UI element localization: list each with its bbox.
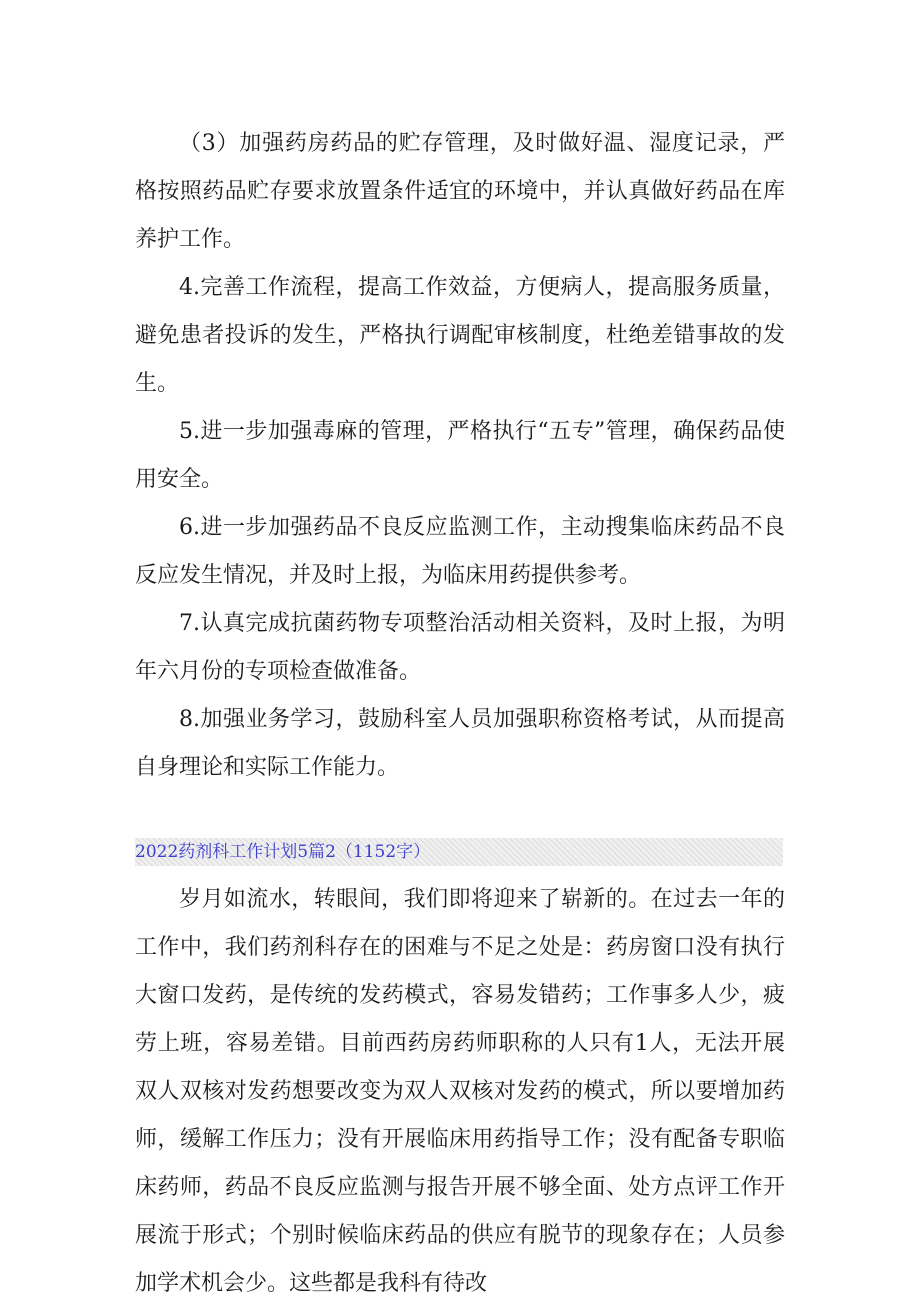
paragraph-item-6-adverse-reaction: 6.进一步加强药品不良反应监测工作，主动搜集临床药品不良反应发生情况，并及时上报，为临床用药提供参考。: [135, 515, 785, 588]
paragraph-intro: 岁月如流水，转眼间，我们即将迎来了崭新的。在过去一年的工作中，我们药剂科存在的困难与不足之处是：药房窗口没有执行大窗口发药，是传统的发药模式，容易发错药；工作事多人少，疲劳上班，容易差错。目前西药房药师职称的人只有1人，无法开展双人双核对发药想要改变为双人双核对发药的模式，所以要增加药师，缓解工作压力；没有开展临床用药指导工作；没有配备专职临床药师，药品不良反应监测与报告开展不够全面、处方点评工作开展流于形式；个别时候临床药品的供应有脱节的现象存在；人员参加学术机会少。这些都是我科有待改: [135, 887, 785, 1296]
section-heading: 2022药剂科工作计划5篇2（1152字）: [135, 842, 431, 862]
paragraph-item-3-storage: （3）加强药房药品的贮存管理，及时做好温、湿度记录，严格按照药品贮存要求放置条件适宜的环境中，并认真做好药品在库养护工作。: [135, 131, 785, 252]
section-heading-bar: [135, 838, 783, 866]
paragraph-item-7-antibiotics: 7.认真完成抗菌药物专项整治活动相关资料，及时上报，为明年六月份的专项检查做准备。: [135, 611, 785, 684]
paragraph-item-5-narcotics: 5.进一步加强毒麻的管理，严格执行“五专”管理，确保药品使用安全。: [135, 419, 785, 492]
document-body: [135, 120, 785, 1308]
paragraph-item-4-workflow: 4.完善工作流程，提高工作效益，方便病人，提高服务质量，避免患者投诉的发生，严格执行调配审核制度，杜绝差错事故的发生。: [135, 275, 785, 396]
section-spacer: [135, 792, 785, 838]
paragraph-item-8-training: 8.加强业务学习，鼓励科室人员加强职称资格考试，从而提高自身理论和实际工作能力。: [135, 707, 785, 780]
